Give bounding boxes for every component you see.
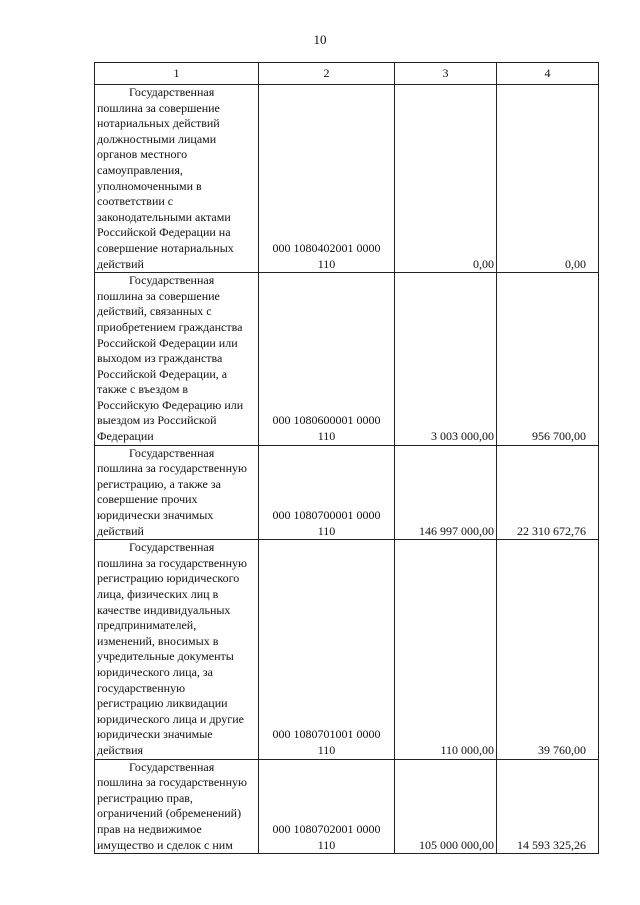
payment-name-line: Российской Федерации или bbox=[97, 335, 238, 350]
payment-name-line: выходом из гражданства bbox=[97, 351, 223, 366]
table-row bbox=[95, 540, 599, 759]
payment-name-line: изменений, вносимых в bbox=[97, 633, 219, 648]
payment-name-line: самоуправления, bbox=[97, 162, 183, 177]
table-header-row bbox=[95, 63, 599, 85]
budget-code-line: 110 bbox=[317, 429, 336, 444]
table-row bbox=[95, 445, 599, 540]
payment-name-line: Российской Федерации на bbox=[97, 225, 231, 240]
budget-code-line: 000 1080600001 0000 bbox=[272, 413, 381, 428]
payment-name-line: органов местного bbox=[97, 147, 188, 162]
planned-amount-cell: 105 000 000,00 bbox=[395, 759, 497, 854]
payment-name-line: Государственная bbox=[129, 445, 215, 460]
payment-name-cell bbox=[95, 273, 259, 446]
payment-name-line: Российской Федерации, а bbox=[97, 366, 228, 381]
page-number: 10 bbox=[313, 32, 327, 47]
payment-name-line: качестве индивидуальных bbox=[97, 602, 231, 617]
payment-name-line: прав на недвижимое bbox=[97, 821, 202, 836]
payment-name-line: действий bbox=[97, 256, 144, 271]
payment-name-line: должностными лицами bbox=[97, 131, 217, 146]
column-header: 4 bbox=[497, 63, 599, 85]
budget-code-cell bbox=[259, 540, 395, 759]
planned-amount-cell: 146 997 000,00 bbox=[395, 445, 497, 540]
payment-name-line: ограничений (обременений) bbox=[97, 806, 242, 821]
budget-code-line: 110 bbox=[317, 742, 336, 757]
payment-name-line: Федерации bbox=[97, 429, 154, 444]
payment-name-line: Государственная bbox=[129, 85, 215, 99]
actual-amount-cell: 956 700,00 bbox=[497, 273, 599, 446]
payment-name-line: уполномоченными в bbox=[97, 178, 202, 193]
payment-name-line: юридически значимых bbox=[97, 508, 214, 523]
payment-name-line: юридического лица, за bbox=[97, 664, 213, 679]
revenue-table bbox=[94, 62, 599, 854]
payment-name-line: действий, связанных с bbox=[97, 304, 212, 319]
budget-code-line: 110 bbox=[317, 523, 336, 538]
payment-name-line: предпринимателей, bbox=[97, 618, 197, 633]
budget-code-cell bbox=[259, 759, 395, 854]
payment-name-line: действия bbox=[97, 742, 144, 757]
payment-name-line: государственную bbox=[97, 680, 186, 695]
actual-amount-cell: 22 310 672,76 bbox=[497, 445, 599, 540]
payment-name-line: нотариальных действий bbox=[97, 116, 220, 131]
payment-name-line: регистрацию юридического bbox=[97, 571, 240, 586]
budget-code-line: 110 bbox=[317, 256, 336, 271]
budget-code-cell bbox=[259, 85, 395, 273]
payment-name-cell bbox=[95, 85, 259, 273]
payment-name-cell bbox=[95, 445, 259, 540]
column-header: 1 bbox=[95, 63, 259, 85]
payment-name-line: Государственная bbox=[129, 759, 215, 774]
payment-name-cell bbox=[95, 759, 259, 854]
payment-name-line: пошлина за совершение bbox=[97, 288, 220, 303]
payment-name-line: пошлина за государственную bbox=[97, 555, 247, 570]
actual-amount-cell: 0,00 bbox=[497, 85, 599, 273]
table-row bbox=[95, 759, 599, 854]
payment-name-line: соответствии с bbox=[97, 194, 174, 209]
budget-code-cell bbox=[259, 445, 395, 540]
budget-code-line: 000 1080701001 0000 bbox=[272, 727, 381, 742]
payment-name-line: пошлина за государственную bbox=[97, 461, 247, 476]
budget-code-line: 000 1080700001 0000 bbox=[272, 508, 381, 523]
payment-name-line: пошлина за государственную bbox=[97, 775, 247, 790]
payment-name-line: действий bbox=[97, 523, 144, 538]
actual-amount-cell: 39 760,00 bbox=[497, 540, 599, 759]
payment-name-line: совершение нотариальных bbox=[97, 240, 234, 255]
actual-amount-cell: 14 593 325,26 bbox=[497, 759, 599, 854]
planned-amount-cell: 110 000,00 bbox=[395, 540, 497, 759]
table-row bbox=[95, 273, 599, 446]
budget-code-line: 000 1080702001 0000 bbox=[272, 821, 381, 836]
column-header: 2 bbox=[259, 63, 395, 85]
payment-name-line: Государственная bbox=[129, 540, 215, 555]
table-body bbox=[95, 85, 599, 854]
payment-name-line: регистрацию ликвидации bbox=[97, 696, 228, 711]
payment-name-line: Российскую Федерацию или bbox=[97, 397, 244, 412]
payment-name-line: Государственная bbox=[129, 273, 215, 288]
payment-name-line: лица, физических лиц в bbox=[97, 587, 219, 601]
payment-name-line: пошлина за совершение bbox=[97, 100, 220, 115]
payment-name-line: регистрацию прав, bbox=[97, 790, 193, 805]
payment-name-line: регистрацию, а также за bbox=[97, 476, 221, 491]
table-row bbox=[95, 85, 599, 273]
payment-name-line: учредительные документы bbox=[97, 649, 234, 664]
payment-name-line: юридически значимые bbox=[97, 727, 213, 742]
payment-name-line: выездом из Российской bbox=[97, 413, 217, 428]
payment-name-line: также с въездом в bbox=[97, 382, 189, 397]
payment-name-line: юридического лица и другие bbox=[97, 711, 244, 726]
payment-name-line: приобретением гражданства bbox=[97, 319, 243, 334]
budget-code-line: 000 1080402001 0000 bbox=[272, 240, 381, 255]
budget-code-cell bbox=[259, 273, 395, 446]
payment-name-line: законодательными актами bbox=[97, 209, 231, 224]
payment-name-cell bbox=[95, 540, 259, 759]
payment-name-line: совершение прочих bbox=[97, 492, 198, 507]
planned-amount-cell: 0,00 bbox=[395, 85, 497, 273]
column-header: 3 bbox=[395, 63, 497, 85]
planned-amount-cell: 3 003 000,00 bbox=[395, 273, 497, 446]
budget-code-line: 110 bbox=[317, 837, 336, 852]
payment-name-line: имущество и сделок с ним bbox=[97, 837, 233, 852]
